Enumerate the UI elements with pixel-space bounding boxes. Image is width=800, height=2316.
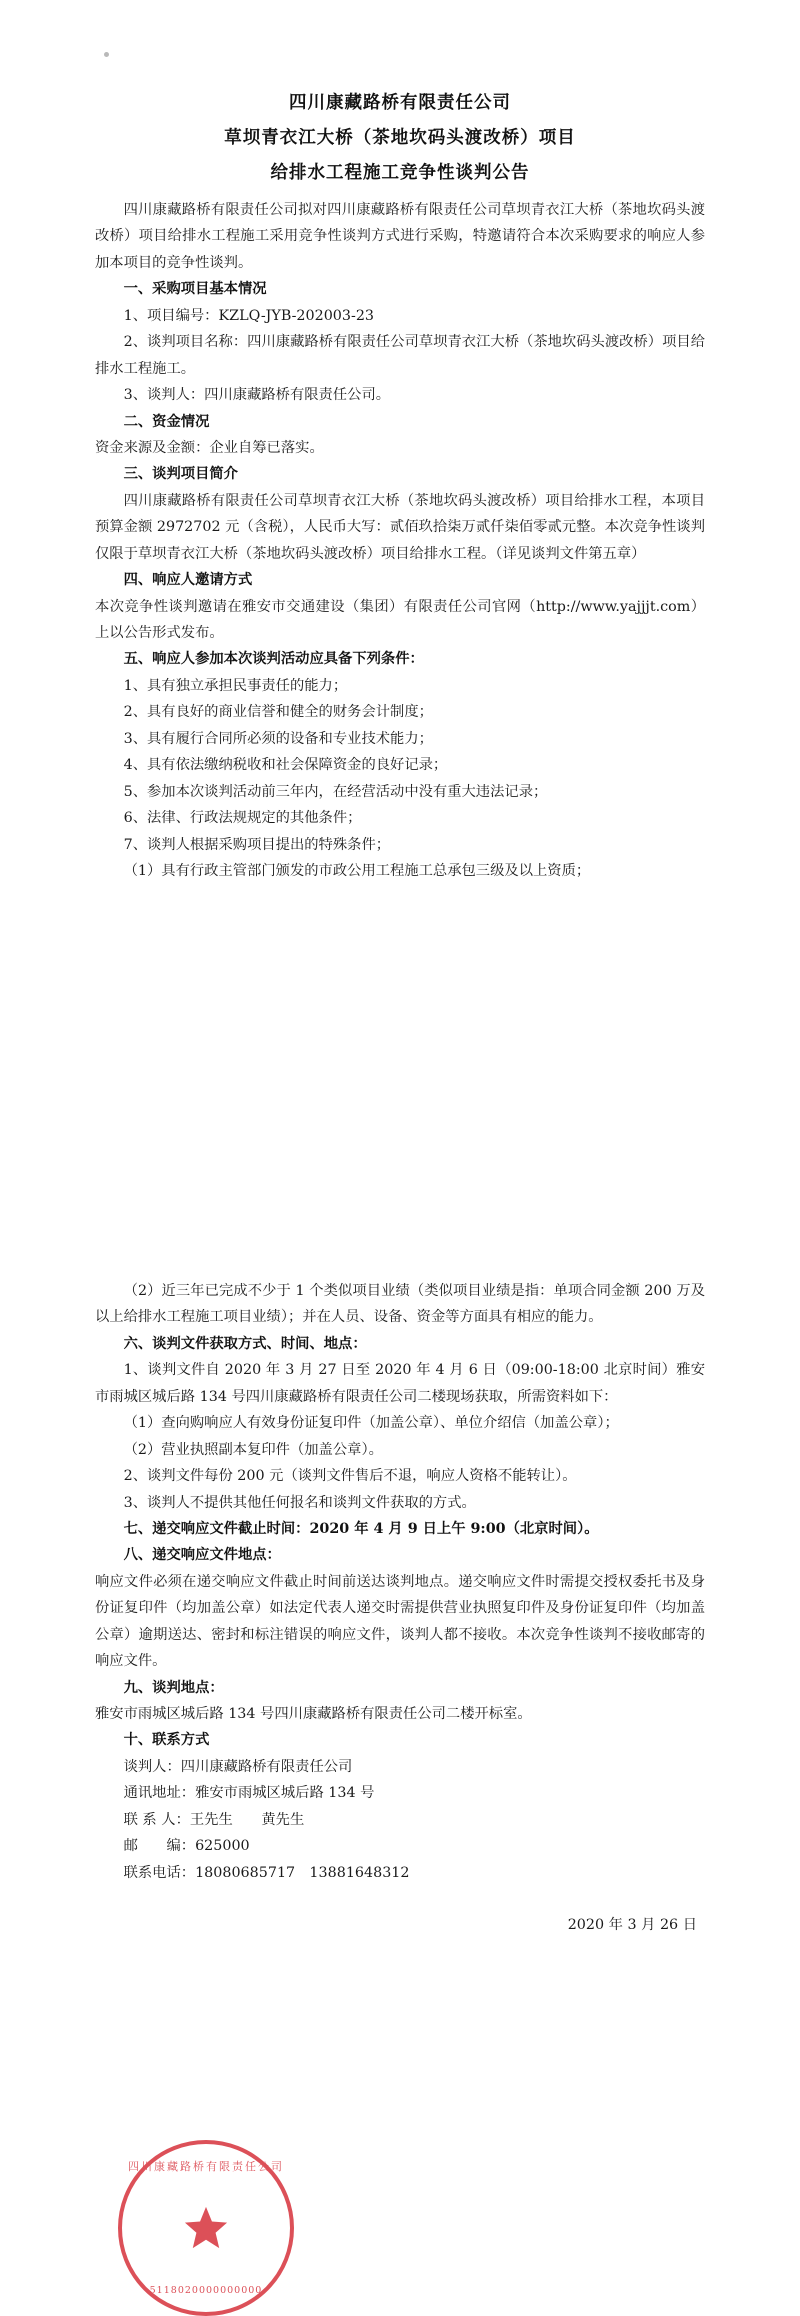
seal-company-text: 四川康藏路桥有限责任公司 — [128, 2160, 284, 2173]
page-2-bottom-margin — [95, 1939, 705, 1979]
contact-negotiator: 谈判人：四川康藏路桥有限责任公司 — [123, 1758, 353, 1775]
section-5-item-5: 5、参加本次谈判活动前三年内，在经营活动中没有重大违法记录； — [123, 783, 548, 800]
contact-person: 联 系 人：王先生 黄先生 — [123, 1811, 305, 1828]
section-9-item-1: 雅安市雨城区城后路 134 号四川康藏路桥有限责任公司二楼开标室。 — [95, 1706, 532, 1722]
document-title-block — [95, 0, 705, 191]
section-heading-10: 十、联系方式 — [123, 1732, 210, 1749]
contact-phone: 联系电话：18080685717 13881648312 — [123, 1864, 410, 1881]
section-5-item-7: 7、谈判人根据采购项目提出的特殊条件； — [123, 836, 391, 853]
section-heading-5: 五、响应人参加本次谈判活动应具备下列条件： — [123, 651, 424, 668]
star-icon — [183, 2205, 229, 2251]
section-heading-7: 七、递交响应文件截止时间：2020 年 4 月 9 日上午 9:00（北京时间）。 — [123, 1520, 599, 1537]
section-heading-3: 三、谈判项目简介 — [123, 466, 238, 483]
page-1-content — [0, 0, 800, 884]
section-6-item-1: 1、谈判文件自 2020 年 3 月 27 日至 2020 年 4 月 6 日（09:00-18:00 北京时间）雅安市雨城区城后路 134 号四川康藏路桥有限责任公司二楼现场获取，所需资料如下： — [95, 1362, 705, 1405]
document-title-line-1: 四川康藏路桥有限责任公司 — [289, 93, 511, 113]
section-heading-6: 六、谈判文件获取方式、时间、地点： — [123, 1335, 367, 1352]
section-5-item-3: 3、具有履行合同所必须的设备和专业技术能力； — [123, 730, 433, 747]
section-1-item-2: 2、谈判项目名称：四川康藏路桥有限责任公司草坝青衣江大桥（茶地坎码头渡改桥）项目给排水工程施工。 — [95, 334, 705, 377]
document-page-1 — [0, 0, 800, 1138]
page-2-content — [0, 1138, 800, 1979]
section-8-item-1: 响应文件必须在递交响应文件截止时间前送达谈判地点。递交响应文件时需提交授权委托书及身份证复印件（均加盖公章）如法定代表人递交时需提供营业执照复印件及身份证复印件（均加盖公章）逾期送达、密封和标注错误的响应文件，谈判人都不接收。本次竞争性谈判不接收邮寄的响应文件。 — [95, 1573, 705, 1670]
section-4-item-1: 本次竞争性谈判邀请在雅安市交通建设（集团）有限责任公司官网（http://www.yajjjt.com）上以公告形式发布。 — [95, 598, 705, 641]
page-corner-dot — [104, 52, 109, 57]
section-5-item-8: （1）具有行政主管部门颁发的市政公用工程施工总承包三级及以上资质； — [123, 862, 591, 879]
seal-code-text: 5118020000000000 — [149, 2285, 263, 2296]
official-seal-stamp — [118, 2140, 294, 2316]
section-heading-2: 二、资金情况 — [123, 413, 210, 430]
section-heading-1: 一、采购项目基本情况 — [123, 281, 267, 298]
section-6-item-2: （1）查向购响应人有效身份证复印件（加盖公章）、单位介绍信（加盖公章）； — [123, 1415, 619, 1432]
section-heading-4: 四、响应人邀请方式 — [123, 572, 253, 589]
seal-ring — [122, 2144, 290, 2312]
section-6-item-3: （2）营业执照副本复印件（加盖公章）。 — [123, 1441, 383, 1458]
document-title-line-2: 草坝青衣江大桥（茶地坎码头渡改桥）项目 — [224, 128, 576, 148]
section-heading-9: 九、谈判地点： — [123, 1679, 224, 1696]
document-intro-paragraph: 四川康藏路桥有限责任公司拟对四川康藏路桥有限责任公司草坝青衣江大桥（茶地坎码头渡改桥）项目给排水工程施工采用竞争性谈判方式进行采购，特邀请符合本次采购要求的响应人参加本项目的竞争性谈判。 — [95, 202, 705, 271]
section-heading-8: 八、递交响应文件地点： — [123, 1547, 281, 1564]
section-1-item-3: 3、谈判人：四川康藏路桥有限责任公司。 — [123, 387, 391, 404]
section-2-item-1: 资金来源及金额：企业自筹已落实。 — [95, 439, 324, 456]
document-title-line-3: 给排水工程施工竞争性谈判公告 — [270, 163, 530, 183]
section-6-item-5: 3、谈判人不提供其他任何报名和谈判文件获取的方式。 — [123, 1494, 476, 1511]
contact-address: 通讯地址：雅安市雨城区城后路 134 号 — [123, 1785, 375, 1802]
document-page-2 — [0, 1138, 800, 2296]
section-1-item-1: 1、项目编号：KZLQ-JYB-202003-23 — [123, 307, 375, 324]
page-2-continued-item: （2）近三年已完成不少于 1 个类似项目业绩（类似项目业绩是指：单项合同金额 200 万及以上给排水工程施工项目业绩）；并在人员、设备、资金等方面具有相应的能力。 — [95, 1283, 705, 1326]
section-5-item-6: 6、法律、行政法规规定的其他条件； — [123, 810, 362, 827]
section-5-item-2: 2、具有良好的商业信誉和健全的财务会计制度； — [123, 704, 433, 721]
section-3-item-1: 四川康藏路桥有限责任公司草坝青衣江大桥（茶地坎码头渡改桥）项目给排水工程，本项目预算金额 2972702 元（含税），人民币大写：贰佰玖拾柒万贰仟柒佰零贰元整。本次竞争性谈判仅限于草坝青衣江大桥（茶地坎码头渡改桥）项目给排水工程。（详见谈判文件第五章） — [95, 492, 705, 562]
contact-postcode: 邮 编：625000 — [123, 1838, 250, 1855]
section-5-item-4: 4、具有依法缴纳税收和社会保障资金的良好记录； — [123, 757, 448, 774]
document-date: 2020 年 3 月 26 日 — [567, 1917, 697, 1934]
section-5-item-1: 1、具有独立承担民事责任的能力； — [123, 677, 348, 694]
section-6-item-4: 2、谈判文件每份 200 元（谈判文件售后不退，响应人资格不能转让）。 — [123, 1468, 577, 1485]
page-2-top-margin — [95, 1138, 705, 1278]
